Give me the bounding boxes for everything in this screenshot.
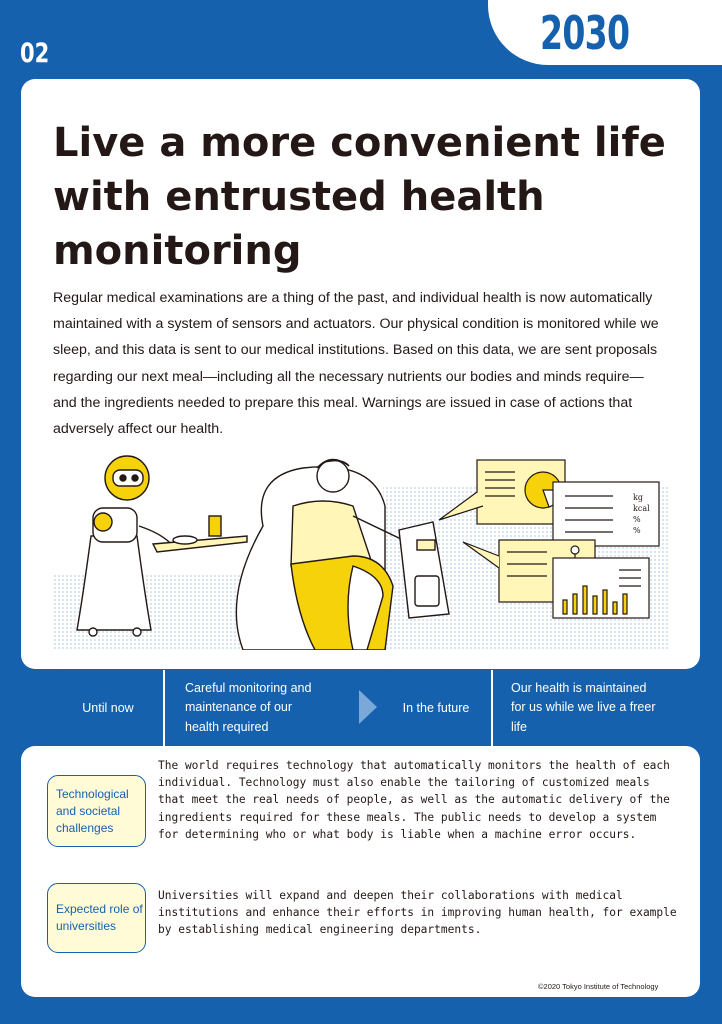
year-label: 2030 <box>540 6 630 60</box>
unit-label-percent: % <box>633 515 641 524</box>
until-now-panel <box>53 670 341 746</box>
future-divider <box>491 670 493 746</box>
until-now-divider <box>163 670 165 746</box>
until-now-text: Careful monitoring and maintenance of our health required <box>185 680 312 734</box>
challenges-tag: Technological and societal challenges <box>47 775 146 847</box>
intro-paragraph: Regular medical examinations are a thing of the past, and individual health is now automatically maintained with a system of sensors and actuators. Our physical condition is monitored while we sleep, and this data is sent to our medical institutions. Based on this data, we are sent proposals regarding our next meal—including all the necessary nutrients our bodies and minds require—and the ingredients needed to prepare this meal. Warnings are issued in case of actions that adversely affect our health. <box>53 290 659 438</box>
until-now-label: Until now <box>82 701 134 715</box>
health-monitoring-illustration <box>53 446 669 650</box>
universities-text: Universities will expand and deepen their collaborations with medical institutions and enhance their efforts in improving human health, for example by establishing medical engineering departments. <box>158 889 677 937</box>
unit-label-kcal: kcal <box>633 504 650 513</box>
future-panel <box>380 670 672 746</box>
bar-chart-icon <box>553 558 649 618</box>
unit-chart-panel <box>553 482 659 546</box>
page-number: 02 <box>20 38 50 69</box>
future-label: In the future <box>402 701 470 715</box>
unit-label-kg: kg <box>633 493 643 502</box>
challenges-text: The world requires technology that automatically monitors the health of each individual. Technology must also enable the tailoring of customized meals that meet the real needs of people, as well as the automatic delivery of the ingredients required for these meals. The public needs to develop a system for determining who or what body is liable when a machine error occurs. <box>158 759 670 841</box>
unit-label-percent-2: % <box>633 526 641 535</box>
arrow-right-icon <box>359 690 377 724</box>
universities-tag: Expected role of universities <box>47 883 146 953</box>
page-title: Live a more convenient life with entrusted health monitoring <box>53 120 666 274</box>
future-text: Our health is maintained for us while we live a freer life <box>511 680 656 734</box>
copyright: ©2020 Tokyo Institute of Technology <box>538 982 659 991</box>
